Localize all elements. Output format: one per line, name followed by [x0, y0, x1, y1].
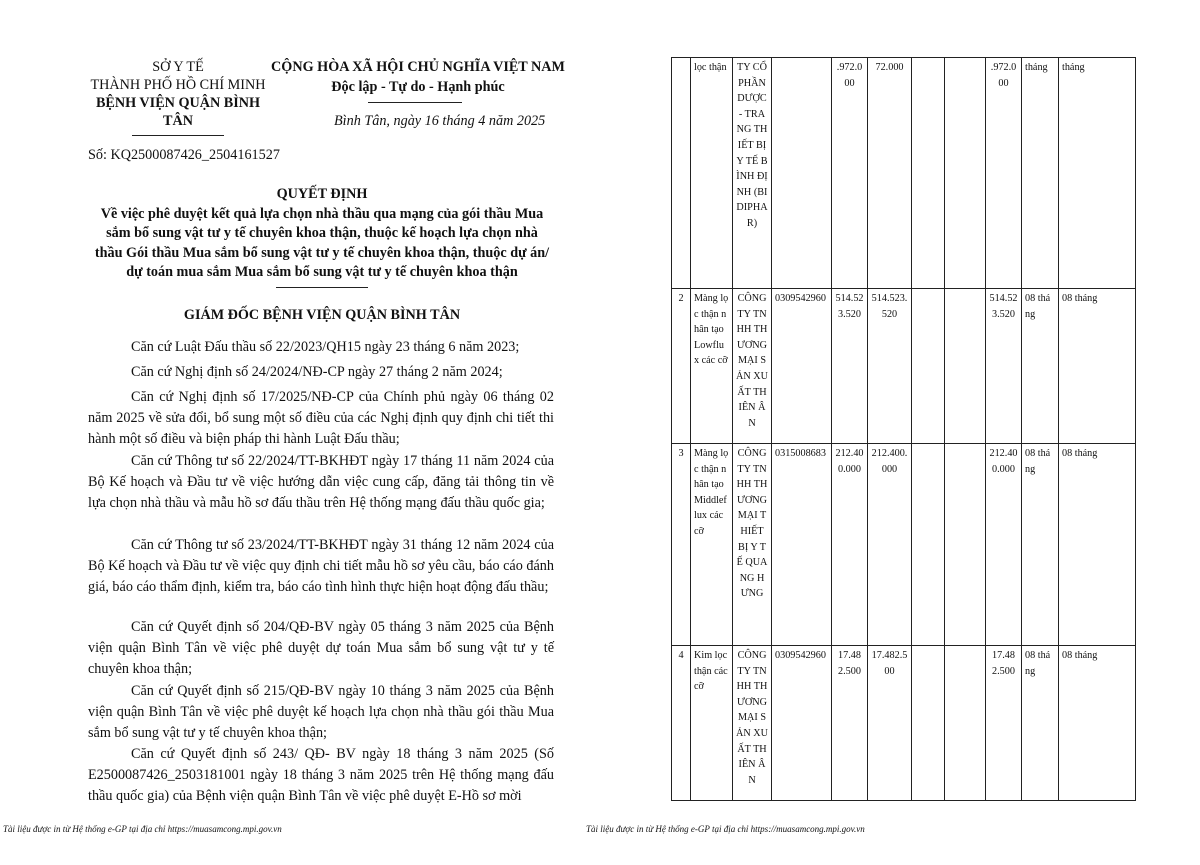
row-duration: 08 tháng	[1022, 646, 1059, 801]
row-evaluated-price: 17.482.500	[868, 646, 912, 801]
row-duration: 08 tháng	[1022, 289, 1059, 444]
basis-paragraph-5: Căn cứ Thông tư số 23/2024/TT-BKHĐT ngày 31 tháng 12 năm 2024 của Bộ Kế hoạch và Đầu tư về việc quy định chi tiết mẫu hồ sơ yêu cầu, báo cáo đánh giá, báo cáo thẩm định, kiểm tra, báo cáo tình hình thực hiện hoạt động đấu thầu;	[88, 537, 554, 595]
row-evaluated-price: 72.000	[868, 58, 912, 289]
basis-paragraph-3: Căn cứ Nghị định số 17/2025/NĐ-CP của Chính phủ ngày 06 tháng 02 năm 2025 về sửa đổi, bổ sung một số điều của các Nghị định quy định chi tiết thi hành một số điều và biện pháp thi hành Luật Đấu thầu;	[88, 389, 554, 447]
row-tax-id: 0315008683	[772, 444, 832, 646]
row-col8	[945, 646, 986, 801]
row-col7	[912, 444, 945, 646]
row-tax-id: 0309542960	[772, 289, 832, 444]
row-col8	[945, 444, 986, 646]
row-contract-price: .972.000	[986, 58, 1022, 289]
row-item-name: lọc thận	[691, 58, 733, 289]
basis-paragraph-4: Căn cứ Thông tư số 22/2024/TT-BKHĐT ngày 17 tháng 11 năm 2024 của Bộ Kế hoạch và Đầu tư về việc hướng dẫn việc cung cấp, đăng tải thông tin về lựa chọn nhà thầu và mẫu hồ sơ đấu thầu trên Hệ thống mạng đấu thầu quốc gia;	[88, 453, 554, 511]
footer-right: Tài liệu được in từ Hệ thống e-GP tại địa chỉ https://muasamcong.mpi.gov.vn	[586, 824, 865, 834]
row-stt: 3	[672, 444, 691, 646]
row-tax-id: 0309542960	[772, 646, 832, 801]
row-col8	[945, 58, 986, 289]
hospital-line-2: TÂN	[163, 113, 193, 129]
row-duration: tháng	[1022, 58, 1059, 289]
agency-line-1: SỞ Y TẾ	[152, 59, 204, 75]
row-contract-price: 212.400.000	[986, 444, 1022, 646]
row-validity: 08 tháng	[1059, 444, 1136, 646]
row-duration: 08 tháng	[1022, 444, 1059, 646]
row-bid-price: 17.482.500	[832, 646, 868, 801]
row-stt	[672, 58, 691, 289]
row-evaluated-price: 514.523.520	[868, 289, 912, 444]
table-row	[672, 58, 1136, 289]
row-col8	[945, 289, 986, 444]
decision-subject-1: Về việc phê duyệt kết quả lựa chọn nhà thầu qua mạng của gói thầu Mua	[100, 205, 544, 222]
country-name: CỘNG HÒA XÃ HỘI CHỦ NGHĨA VIỆT NAM	[271, 59, 565, 75]
decision-subject-2: sắm bổ sung vật tư y tế chuyên khoa thận, thuộc kế hoạch lựa chọn nhà	[106, 225, 538, 241]
basis-paragraph-1: Căn cứ Luật Đấu thầu số 22/2023/QH15 ngày 23 tháng 6 năm 2023;	[131, 339, 520, 355]
row-supplier: TY CỔ PHẦN DƯỢC - TRANG THIẾT BỊ Y TẾ BÌNH ĐỊNH (BIDIPHAR)	[733, 58, 772, 289]
country-block	[268, 58, 568, 96]
basis-paragraph-7: Căn cứ Quyết định số 215/QĐ-BV ngày 10 tháng 3 năm 2025 của Bệnh viện quận Bình Tân về việc phê duyệt kế hoạch lựa chọn nhà thầu gói thầu Mua sắm bổ sung vật tư y tế chuyên khoa thận;	[88, 683, 554, 741]
row-item-name: Màng lọc thận nhân tạo Middleflux các cỡ	[691, 444, 733, 646]
agency-block	[84, 58, 272, 130]
row-validity: 08 tháng	[1059, 289, 1136, 444]
row-item-name: Màng lọc thận nhân tạo Lowflux các cỡ	[691, 289, 733, 444]
motto: Độc lập - Tự do - Hạnh phúc	[331, 79, 505, 95]
row-contract-price: 17.482.500	[986, 646, 1022, 801]
issuer-title: GIÁM ĐỐC BỆNH VIỆN QUẬN BÌNH TÂN	[183, 307, 461, 323]
row-supplier: CÔNG TY TNHH THƯƠNG MẠI SẢN XUẤT THIÊN ÂN	[733, 289, 772, 444]
row-stt: 2	[672, 289, 691, 444]
basis-paragraph-2: Căn cứ Nghị định số 24/2024/NĐ-CP ngày 27 tháng 2 năm 2024;	[131, 364, 503, 380]
agency-line-2: THÀNH PHỐ HỒ CHÍ MINH	[90, 77, 266, 93]
row-bid-price: 212.400.000	[832, 444, 868, 646]
row-bid-price: 514.523.520	[832, 289, 868, 444]
bid-results-table	[671, 57, 1136, 801]
decision-heading: QUYẾT ĐỊNH	[276, 186, 368, 202]
agency-underline	[132, 135, 224, 136]
basis-paragraph-6: Căn cứ Quyết định số 204/QĐ-BV ngày 05 tháng 3 năm 2025 của Bệnh viện quận Bình Tân về việc phê duyệt dự toán Mua sắm bổ sung vật tư y tế chuyên khoa thận;	[88, 619, 554, 677]
motto-underline	[368, 102, 462, 103]
basis-paragraph-8: Căn cứ Quyết định số 243/ QĐ- BV ngày 18 tháng 3 năm 2025 (Số E2500087426_2503181001 ngày 18 tháng 3 năm 2025 trên Hệ thống mạng đấu thầu quốc gia) của Bệnh viện quận Bình Tân về việc phê duyệt E-Hồ sơ mời	[88, 746, 554, 804]
place-date: Bình Tân, ngày 16 tháng 4 năm 2025	[334, 113, 546, 129]
document-number: Số: KQ2500087426_2504161527	[88, 147, 280, 163]
table-row	[672, 289, 1136, 444]
row-bid-price: .972.000	[832, 58, 868, 289]
row-supplier: CÔNG TY TNHH THƯƠNG MẠI SẢN XUẤT THIÊN ÂN	[733, 646, 772, 801]
row-supplier: CÔNG TY TNHH THƯƠNG MẠI THIẾT BỊ Y TẾ QUANG HƯNG	[733, 444, 772, 646]
row-validity: tháng	[1059, 58, 1136, 289]
table-row	[672, 444, 1136, 646]
title-underline	[276, 287, 368, 288]
row-item-name: Kim lọc thận các cỡ	[691, 646, 733, 801]
row-tax-id	[772, 58, 832, 289]
decision-subject-4: dự toán mua sắm Mua sắm bổ sung vật tư y tế chuyên khoa thận	[126, 264, 518, 280]
hospital-line-1: BỆNH VIỆN QUẬN BÌNH	[95, 95, 261, 111]
table-row	[672, 646, 1136, 801]
footer-left: Tài liệu được in từ Hệ thống e-GP tại địa chỉ https://muasamcong.mpi.gov.vn	[3, 824, 282, 834]
decision-title-block	[80, 185, 564, 283]
row-contract-price: 514.523.520	[986, 289, 1022, 444]
row-col7	[912, 646, 945, 801]
row-validity: 08 tháng	[1059, 646, 1136, 801]
row-col7	[912, 289, 945, 444]
decision-subject-3: thầu Gói thầu Mua sắm bổ sung vật tư y tế chuyên khoa thận, thuộc dự án/	[94, 244, 550, 261]
row-evaluated-price: 212.400.000	[868, 444, 912, 646]
row-stt: 4	[672, 646, 691, 801]
row-col7	[912, 58, 945, 289]
